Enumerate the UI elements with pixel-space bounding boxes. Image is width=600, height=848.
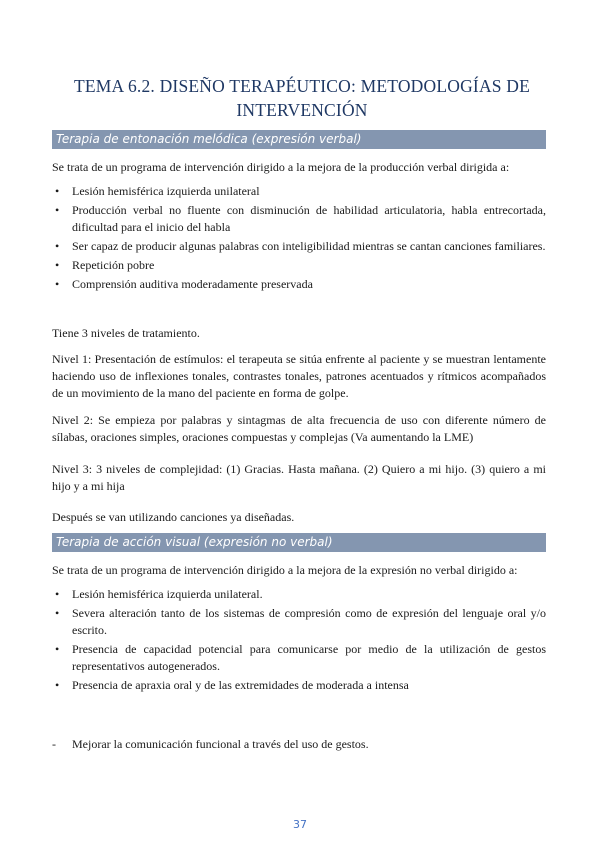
- section1-closing: Después se van utilizando canciones ya diseñadas.: [52, 510, 295, 524]
- level2-paragraph: Nivel 2: Se empieza por palabras y sintagmas de alta frecuencia de uso con diferente número de sílabas, oraciones simples, oraciones compuestas y complejas (Va aumentando la LME): [52, 413, 546, 444]
- level1-paragraph: Nivel 1: Presentación de estímulos: el terapeuta se sitúa enfrente al paciente y se muestran lentamente haciendo uso de inflexiones tonales, contrastes tonales, patrones acentuados y rítmicos acompañados de un movimiento de la mano del paciente en forma de golpe.: [52, 352, 546, 400]
- list-item: • Presencia de capacidad potencial para comunicarse por medio de la utilización de gestos representativos autogenerados.: [52, 641, 546, 675]
- section1-intro: Se trata de un programa de intervención dirigido a la mejora de la producción verbal dirigida a:: [52, 160, 510, 174]
- list-item: • Lesión hemisférica izquierda unilateral: [52, 183, 546, 200]
- list-item: • Producción verbal no fluente con disminución de habilidad articulatoria, habla entrecortada, dificultad para el inicio del habla: [52, 202, 546, 236]
- dash-item-text: Mejorar la comunicación funcional a través del uso de gestos.: [72, 737, 369, 751]
- levels-intro: Tiene 3 niveles de tratamiento.: [52, 326, 200, 340]
- list-item: • Severa alteración tanto de los sistemas de compresión como de expresión del lenguaje oral y/o escrito.: [52, 605, 546, 639]
- section-heading-entonacion: Terapia de entonación melódica (expresión verbal): [52, 130, 546, 149]
- list-item: • Presencia de apraxia oral y de las extremidades de moderada a intensa: [52, 677, 546, 694]
- dash-marker: -: [52, 737, 56, 751]
- section-heading-accion-visual: Terapia de acción visual (expresión no verbal): [52, 533, 546, 552]
- level3-paragraph: Nivel 3: 3 niveles de complejidad: (1) Gracias. Hasta mañana. (2) Quiero a mi hijo. (3) quiero a mi hijo y a mi hija: [52, 462, 546, 493]
- list-item: • Lesión hemisférica izquierda unilateral.: [52, 586, 546, 603]
- section2-intro: Se trata de un programa de intervención dirigido a la mejora de la expresión no verbal dirigido a:: [52, 563, 518, 577]
- section1-bullet-list: [52, 183, 546, 295]
- list-item: • Comprensión auditiva moderadamente preservada: [52, 276, 546, 293]
- list-item: • Repetición pobre: [52, 257, 546, 274]
- list-item: • Ser capaz de producir algunas palabras con inteligibilidad mientras se cantan canciones familiares.: [52, 238, 546, 255]
- page-number: 37: [293, 818, 307, 831]
- dash-list-item: [52, 736, 546, 753]
- page-title: TEMA 6.2. DISEÑO TERAPÉUTICO: METODOLOGÍAS DE INTERVENCIÓN: [73, 76, 531, 120]
- section2-bullet-list: [52, 586, 546, 696]
